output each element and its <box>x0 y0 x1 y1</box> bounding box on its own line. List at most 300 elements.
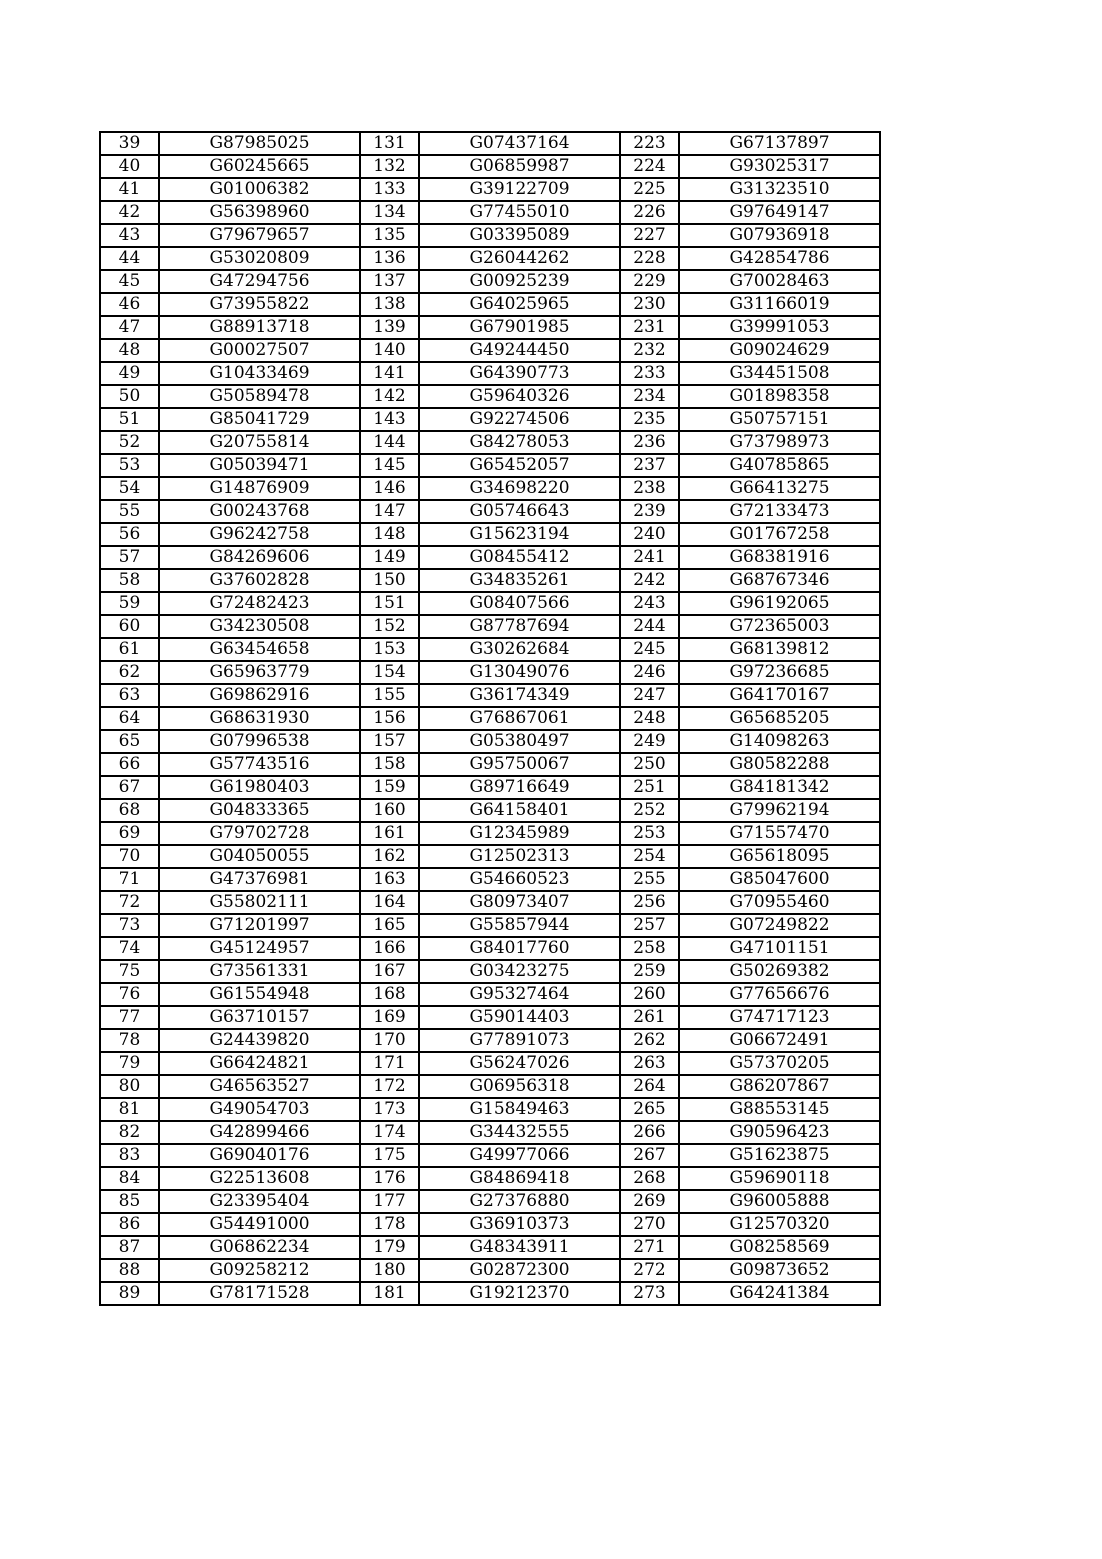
table-row <box>100 293 880 316</box>
row-number-cell: 45 <box>100 270 159 293</box>
id-code-cell: G78171528 <box>159 1282 360 1305</box>
id-code-cell: G47294756 <box>159 270 360 293</box>
table-body <box>100 132 880 1305</box>
id-code-cell: G31166019 <box>679 293 880 316</box>
id-code-cell: G68767346 <box>679 569 880 592</box>
table-row <box>100 615 880 638</box>
row-number-cell: 74 <box>100 937 159 960</box>
table-row <box>100 891 880 914</box>
row-number-cell: 180 <box>360 1259 419 1282</box>
id-code-cell: G06859987 <box>419 155 620 178</box>
id-code-cell: G68631930 <box>159 707 360 730</box>
table-row <box>100 914 880 937</box>
id-code-cell: G59014403 <box>419 1006 620 1029</box>
row-number-cell: 158 <box>360 753 419 776</box>
row-number-cell: 262 <box>620 1029 679 1052</box>
row-number-cell: 50 <box>100 385 159 408</box>
id-code-cell: G05746643 <box>419 500 620 523</box>
id-code-cell: G61554948 <box>159 983 360 1006</box>
table-row <box>100 408 880 431</box>
id-code-cell: G03423275 <box>419 960 620 983</box>
id-code-cell: G10433469 <box>159 362 360 385</box>
row-number-cell: 71 <box>100 868 159 891</box>
id-code-cell: G65618095 <box>679 845 880 868</box>
id-code-cell: G65963779 <box>159 661 360 684</box>
id-code-cell: G84269606 <box>159 546 360 569</box>
row-number-cell: 270 <box>620 1213 679 1236</box>
id-code-cell: G57743516 <box>159 753 360 776</box>
id-code-cell: G73955822 <box>159 293 360 316</box>
row-number-cell: 252 <box>620 799 679 822</box>
id-code-cell: G36174349 <box>419 684 620 707</box>
id-code-cell: G19212370 <box>419 1282 620 1305</box>
id-code-cell: G73798973 <box>679 431 880 454</box>
id-code-cell: G01767258 <box>679 523 880 546</box>
row-number-cell: 70 <box>100 845 159 868</box>
table-row <box>100 592 880 615</box>
id-code-cell: G59690118 <box>679 1167 880 1190</box>
row-number-cell: 60 <box>100 615 159 638</box>
row-number-cell: 181 <box>360 1282 419 1305</box>
row-number-cell: 224 <box>620 155 679 178</box>
row-number-cell: 58 <box>100 569 159 592</box>
id-code-cell: G79962194 <box>679 799 880 822</box>
table-row <box>100 247 880 270</box>
row-number-cell: 163 <box>360 868 419 891</box>
table-row <box>100 730 880 753</box>
row-number-cell: 62 <box>100 661 159 684</box>
row-number-cell: 140 <box>360 339 419 362</box>
id-code-cell: G63454658 <box>159 638 360 661</box>
id-code-cell: G07249822 <box>679 914 880 937</box>
id-code-cell: G05039471 <box>159 454 360 477</box>
id-code-cell: G12502313 <box>419 845 620 868</box>
id-code-cell: G95750067 <box>419 753 620 776</box>
row-number-cell: 229 <box>620 270 679 293</box>
id-code-cell: G97649147 <box>679 201 880 224</box>
row-number-cell: 88 <box>100 1259 159 1282</box>
id-code-cell: G49977066 <box>419 1144 620 1167</box>
id-code-cell: G96192065 <box>679 592 880 615</box>
id-code-cell: G26044262 <box>419 247 620 270</box>
id-code-cell: G64158401 <box>419 799 620 822</box>
id-code-cell: G50589478 <box>159 385 360 408</box>
row-number-cell: 160 <box>360 799 419 822</box>
id-code-cell: G77891073 <box>419 1029 620 1052</box>
id-code-cell: G60245665 <box>159 155 360 178</box>
row-number-cell: 144 <box>360 431 419 454</box>
id-code-cell: G95327464 <box>419 983 620 1006</box>
table-row <box>100 960 880 983</box>
id-code-cell: G66424821 <box>159 1052 360 1075</box>
id-code-cell: G20755814 <box>159 431 360 454</box>
table-row <box>100 1282 880 1305</box>
row-number-cell: 61 <box>100 638 159 661</box>
row-number-cell: 148 <box>360 523 419 546</box>
id-code-cell: G37602828 <box>159 569 360 592</box>
row-number-cell: 57 <box>100 546 159 569</box>
row-number-cell: 157 <box>360 730 419 753</box>
id-code-cell: G64390773 <box>419 362 620 385</box>
row-number-cell: 69 <box>100 822 159 845</box>
row-number-cell: 42 <box>100 201 159 224</box>
id-code-cell: G90596423 <box>679 1121 880 1144</box>
row-number-cell: 265 <box>620 1098 679 1121</box>
row-number-cell: 261 <box>620 1006 679 1029</box>
id-code-cell: G67137897 <box>679 132 880 155</box>
row-number-cell: 237 <box>620 454 679 477</box>
row-number-cell: 236 <box>620 431 679 454</box>
row-number-cell: 251 <box>620 776 679 799</box>
id-code-cell: G45124957 <box>159 937 360 960</box>
row-number-cell: 145 <box>360 454 419 477</box>
row-number-cell: 227 <box>620 224 679 247</box>
row-number-cell: 264 <box>620 1075 679 1098</box>
id-code-cell: G01006382 <box>159 178 360 201</box>
id-code-cell: G27376880 <box>419 1190 620 1213</box>
table-row <box>100 1006 880 1029</box>
row-number-cell: 175 <box>360 1144 419 1167</box>
id-code-cell: G07936918 <box>679 224 880 247</box>
id-code-cell: G15849463 <box>419 1098 620 1121</box>
row-number-cell: 134 <box>360 201 419 224</box>
id-code-cell: G15623194 <box>419 523 620 546</box>
id-code-cell: G97236685 <box>679 661 880 684</box>
row-number-cell: 43 <box>100 224 159 247</box>
id-code-cell: G77656676 <box>679 983 880 1006</box>
table-row <box>100 799 880 822</box>
row-number-cell: 167 <box>360 960 419 983</box>
row-number-cell: 273 <box>620 1282 679 1305</box>
id-code-cell: G39122709 <box>419 178 620 201</box>
table-row <box>100 132 880 155</box>
row-number-cell: 72 <box>100 891 159 914</box>
id-code-cell: G47101151 <box>679 937 880 960</box>
row-number-cell: 233 <box>620 362 679 385</box>
row-number-cell: 164 <box>360 891 419 914</box>
row-number-cell: 246 <box>620 661 679 684</box>
id-code-cell: G09873652 <box>679 1259 880 1282</box>
row-number-cell: 143 <box>360 408 419 431</box>
id-code-cell: G02872300 <box>419 1259 620 1282</box>
row-number-cell: 263 <box>620 1052 679 1075</box>
id-code-cell: G54660523 <box>419 868 620 891</box>
row-number-cell: 259 <box>620 960 679 983</box>
id-code-cell: G76867061 <box>419 707 620 730</box>
table-row <box>100 362 880 385</box>
id-code-cell: G79702728 <box>159 822 360 845</box>
id-code-cell: G09024629 <box>679 339 880 362</box>
row-number-cell: 47 <box>100 316 159 339</box>
id-code-cell: G34432555 <box>419 1121 620 1144</box>
id-code-cell: G86207867 <box>679 1075 880 1098</box>
row-number-cell: 245 <box>620 638 679 661</box>
row-number-cell: 139 <box>360 316 419 339</box>
id-code-cell: G06956318 <box>419 1075 620 1098</box>
table-row <box>100 454 880 477</box>
id-code-cell: G42854786 <box>679 247 880 270</box>
table-row <box>100 983 880 1006</box>
id-code-cell: G64241384 <box>679 1282 880 1305</box>
id-code-cell: G89716649 <box>419 776 620 799</box>
id-code-cell: G49054703 <box>159 1098 360 1121</box>
row-number-cell: 52 <box>100 431 159 454</box>
id-code-cell: G08407566 <box>419 592 620 615</box>
row-number-cell: 232 <box>620 339 679 362</box>
id-code-cell: G69862916 <box>159 684 360 707</box>
id-code-cell: G87985025 <box>159 132 360 155</box>
id-code-cell: G14876909 <box>159 477 360 500</box>
row-number-cell: 49 <box>100 362 159 385</box>
table-row <box>100 1190 880 1213</box>
row-number-cell: 81 <box>100 1098 159 1121</box>
row-number-cell: 257 <box>620 914 679 937</box>
id-code-cell: G92274506 <box>419 408 620 431</box>
id-code-cell: G12570320 <box>679 1213 880 1236</box>
id-code-cell: G70028463 <box>679 270 880 293</box>
row-number-cell: 68 <box>100 799 159 822</box>
id-code-cell: G64170167 <box>679 684 880 707</box>
row-number-cell: 258 <box>620 937 679 960</box>
row-number-cell: 138 <box>360 293 419 316</box>
id-code-cell: G96005888 <box>679 1190 880 1213</box>
id-code-cell: G84017760 <box>419 937 620 960</box>
row-number-cell: 173 <box>360 1098 419 1121</box>
table-row <box>100 776 880 799</box>
row-number-cell: 242 <box>620 569 679 592</box>
row-number-cell: 172 <box>360 1075 419 1098</box>
registration-table <box>99 131 881 1306</box>
row-number-cell: 152 <box>360 615 419 638</box>
id-code-cell: G07437164 <box>419 132 620 155</box>
table-row <box>100 523 880 546</box>
row-number-cell: 142 <box>360 385 419 408</box>
id-code-cell: G59640326 <box>419 385 620 408</box>
id-code-cell: G06672491 <box>679 1029 880 1052</box>
id-code-cell: G40785865 <box>679 454 880 477</box>
row-number-cell: 151 <box>360 592 419 615</box>
row-number-cell: 225 <box>620 178 679 201</box>
row-number-cell: 135 <box>360 224 419 247</box>
id-code-cell: G93025317 <box>679 155 880 178</box>
row-number-cell: 63 <box>100 684 159 707</box>
table-row <box>100 224 880 247</box>
row-number-cell: 230 <box>620 293 679 316</box>
table-row <box>100 316 880 339</box>
id-code-cell: G67901985 <box>419 316 620 339</box>
id-code-cell: G88553145 <box>679 1098 880 1121</box>
id-code-cell: G46563527 <box>159 1075 360 1098</box>
id-code-cell: G42899466 <box>159 1121 360 1144</box>
row-number-cell: 179 <box>360 1236 419 1259</box>
row-number-cell: 250 <box>620 753 679 776</box>
row-number-cell: 137 <box>360 270 419 293</box>
id-code-cell: G84869418 <box>419 1167 620 1190</box>
row-number-cell: 76 <box>100 983 159 1006</box>
id-code-cell: G53020809 <box>159 247 360 270</box>
row-number-cell: 248 <box>620 707 679 730</box>
table-row <box>100 1259 880 1282</box>
id-code-cell: G54491000 <box>159 1213 360 1236</box>
id-code-cell: G87787694 <box>419 615 620 638</box>
row-number-cell: 75 <box>100 960 159 983</box>
row-number-cell: 132 <box>360 155 419 178</box>
table-row <box>100 1098 880 1121</box>
id-code-cell: G55802111 <box>159 891 360 914</box>
row-number-cell: 174 <box>360 1121 419 1144</box>
id-code-cell: G80973407 <box>419 891 620 914</box>
table-row <box>100 500 880 523</box>
row-number-cell: 155 <box>360 684 419 707</box>
id-code-cell: G34451508 <box>679 362 880 385</box>
row-number-cell: 166 <box>360 937 419 960</box>
row-number-cell: 66 <box>100 753 159 776</box>
id-code-cell: G77455010 <box>419 201 620 224</box>
id-code-cell: G05380497 <box>419 730 620 753</box>
id-code-cell: G96242758 <box>159 523 360 546</box>
id-code-cell: G68139812 <box>679 638 880 661</box>
row-number-cell: 159 <box>360 776 419 799</box>
table-row <box>100 1052 880 1075</box>
id-code-cell: G04833365 <box>159 799 360 822</box>
row-number-cell: 243 <box>620 592 679 615</box>
table-row <box>100 178 880 201</box>
table-row <box>100 638 880 661</box>
id-code-cell: G36910373 <box>419 1213 620 1236</box>
row-number-cell: 55 <box>100 500 159 523</box>
row-number-cell: 56 <box>100 523 159 546</box>
row-number-cell: 226 <box>620 201 679 224</box>
row-number-cell: 253 <box>620 822 679 845</box>
table-row <box>100 684 880 707</box>
id-code-cell: G72482423 <box>159 592 360 615</box>
row-number-cell: 141 <box>360 362 419 385</box>
row-number-cell: 85 <box>100 1190 159 1213</box>
row-number-cell: 77 <box>100 1006 159 1029</box>
id-code-cell: G56398960 <box>159 201 360 224</box>
row-number-cell: 268 <box>620 1167 679 1190</box>
id-code-cell: G80582288 <box>679 753 880 776</box>
row-number-cell: 256 <box>620 891 679 914</box>
row-number-cell: 154 <box>360 661 419 684</box>
id-code-cell: G73561331 <box>159 960 360 983</box>
table-row <box>100 1213 880 1236</box>
id-code-cell: G61980403 <box>159 776 360 799</box>
id-code-cell: G48343911 <box>419 1236 620 1259</box>
row-number-cell: 53 <box>100 454 159 477</box>
row-number-cell: 234 <box>620 385 679 408</box>
id-code-cell: G64025965 <box>419 293 620 316</box>
row-number-cell: 51 <box>100 408 159 431</box>
row-number-cell: 65 <box>100 730 159 753</box>
id-code-cell: G34835261 <box>419 569 620 592</box>
id-code-cell: G72365003 <box>679 615 880 638</box>
table-row <box>100 431 880 454</box>
id-code-cell: G50757151 <box>679 408 880 431</box>
id-code-cell: G13049076 <box>419 661 620 684</box>
row-number-cell: 244 <box>620 615 679 638</box>
row-number-cell: 54 <box>100 477 159 500</box>
row-number-cell: 40 <box>100 155 159 178</box>
id-code-cell: G39991053 <box>679 316 880 339</box>
row-number-cell: 79 <box>100 1052 159 1075</box>
id-code-cell: G72133473 <box>679 500 880 523</box>
row-number-cell: 41 <box>100 178 159 201</box>
id-code-cell: G12345989 <box>419 822 620 845</box>
row-number-cell: 177 <box>360 1190 419 1213</box>
table-row <box>100 201 880 224</box>
row-number-cell: 266 <box>620 1121 679 1144</box>
id-code-cell: G55857944 <box>419 914 620 937</box>
id-code-cell: G04050055 <box>159 845 360 868</box>
id-code-cell: G00243768 <box>159 500 360 523</box>
row-number-cell: 254 <box>620 845 679 868</box>
id-code-cell: G79679657 <box>159 224 360 247</box>
row-number-cell: 271 <box>620 1236 679 1259</box>
id-code-cell: G51623875 <box>679 1144 880 1167</box>
row-number-cell: 83 <box>100 1144 159 1167</box>
table-row <box>100 1121 880 1144</box>
id-code-cell: G00925239 <box>419 270 620 293</box>
id-code-cell: G01898358 <box>679 385 880 408</box>
id-code-cell: G71557470 <box>679 822 880 845</box>
row-number-cell: 156 <box>360 707 419 730</box>
row-number-cell: 165 <box>360 914 419 937</box>
id-code-cell: G14098263 <box>679 730 880 753</box>
row-number-cell: 238 <box>620 477 679 500</box>
row-number-cell: 64 <box>100 707 159 730</box>
row-number-cell: 272 <box>620 1259 679 1282</box>
row-number-cell: 89 <box>100 1282 159 1305</box>
row-number-cell: 80 <box>100 1075 159 1098</box>
table-row <box>100 822 880 845</box>
id-code-cell: G50269382 <box>679 960 880 983</box>
row-number-cell: 87 <box>100 1236 159 1259</box>
row-number-cell: 39 <box>100 132 159 155</box>
id-code-cell: G34230508 <box>159 615 360 638</box>
row-number-cell: 269 <box>620 1190 679 1213</box>
row-number-cell: 67 <box>100 776 159 799</box>
row-number-cell: 78 <box>100 1029 159 1052</box>
row-number-cell: 240 <box>620 523 679 546</box>
id-code-cell: G65452057 <box>419 454 620 477</box>
table-row <box>100 1236 880 1259</box>
row-number-cell: 44 <box>100 247 159 270</box>
id-code-cell: G09258212 <box>159 1259 360 1282</box>
row-number-cell: 168 <box>360 983 419 1006</box>
table-row <box>100 546 880 569</box>
row-number-cell: 48 <box>100 339 159 362</box>
row-number-cell: 73 <box>100 914 159 937</box>
table-row <box>100 270 880 293</box>
row-number-cell: 82 <box>100 1121 159 1144</box>
row-number-cell: 231 <box>620 316 679 339</box>
id-code-cell: G65685205 <box>679 707 880 730</box>
row-number-cell: 161 <box>360 822 419 845</box>
id-code-cell: G70955460 <box>679 891 880 914</box>
row-number-cell: 162 <box>360 845 419 868</box>
row-number-cell: 136 <box>360 247 419 270</box>
row-number-cell: 249 <box>620 730 679 753</box>
id-code-cell: G57370205 <box>679 1052 880 1075</box>
row-number-cell: 267 <box>620 1144 679 1167</box>
row-number-cell: 86 <box>100 1213 159 1236</box>
row-number-cell: 178 <box>360 1213 419 1236</box>
table-row <box>100 569 880 592</box>
id-code-cell: G85041729 <box>159 408 360 431</box>
table-row <box>100 753 880 776</box>
id-code-cell: G03395089 <box>419 224 620 247</box>
